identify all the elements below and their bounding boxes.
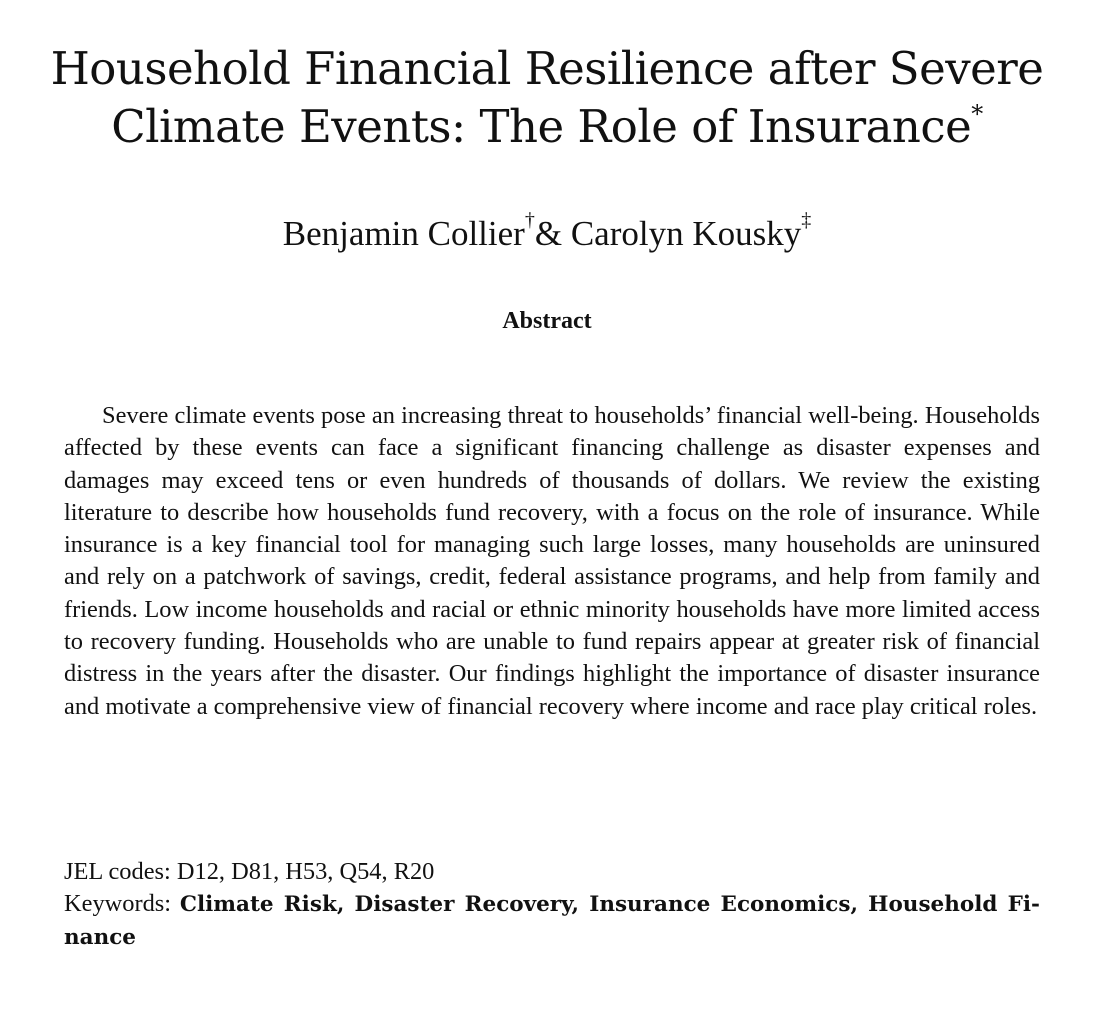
author-footnote-mark: ‡ — [801, 209, 812, 232]
keywords-values: Climate Risk, Disaster Recovery, Insurance Economics, Household Finance — [64, 892, 1040, 950]
keywords-line — [64, 888, 1040, 954]
author-separator: & — [534, 214, 571, 253]
paper-title — [40, 40, 1054, 156]
keywords-label: Keywords: — [64, 890, 172, 917]
author-line — [0, 210, 1094, 258]
author-name: Benjamin Collier — [282, 214, 525, 253]
jel-codes: JEL codes: D12, D81, H53, Q54, R20 — [64, 858, 435, 885]
title-footnote-mark: * — [971, 100, 983, 128]
author-name: Carolyn Kousky — [570, 214, 802, 253]
abstract-text: Severe climate events pose an increasing threat to households’ financial well-being. Households affected by these events can face a significant financing challenge as disaster expenses and damages may exceed tens or even hundreds of thousands of dollars. We review the existing literature to describe how households fund recovery, with a focus on the role of insurance. While insurance is a key financial tool for managing such large losses, many households are uninsured and rely on a patchwork of savings, credit, federal assistance programs, and help from family and friends. Low income households and racial or ethnic minority households have more limited access to recovery funding. Households who are unable to fund repairs appear at greater risk of financial distress in the years after the disaster. Our findings highlight the importance of disaster insurance and motivate a comprehensive view of financial recovery where income and race play critical roles. — [64, 402, 1040, 720]
abstract-heading: Abstract — [502, 308, 592, 334]
author-footnote-mark: † — [524, 209, 535, 232]
paper-title-text: Household Financial Resilience after Severe Climate Events: The Role of Insurance — [50, 42, 1044, 153]
